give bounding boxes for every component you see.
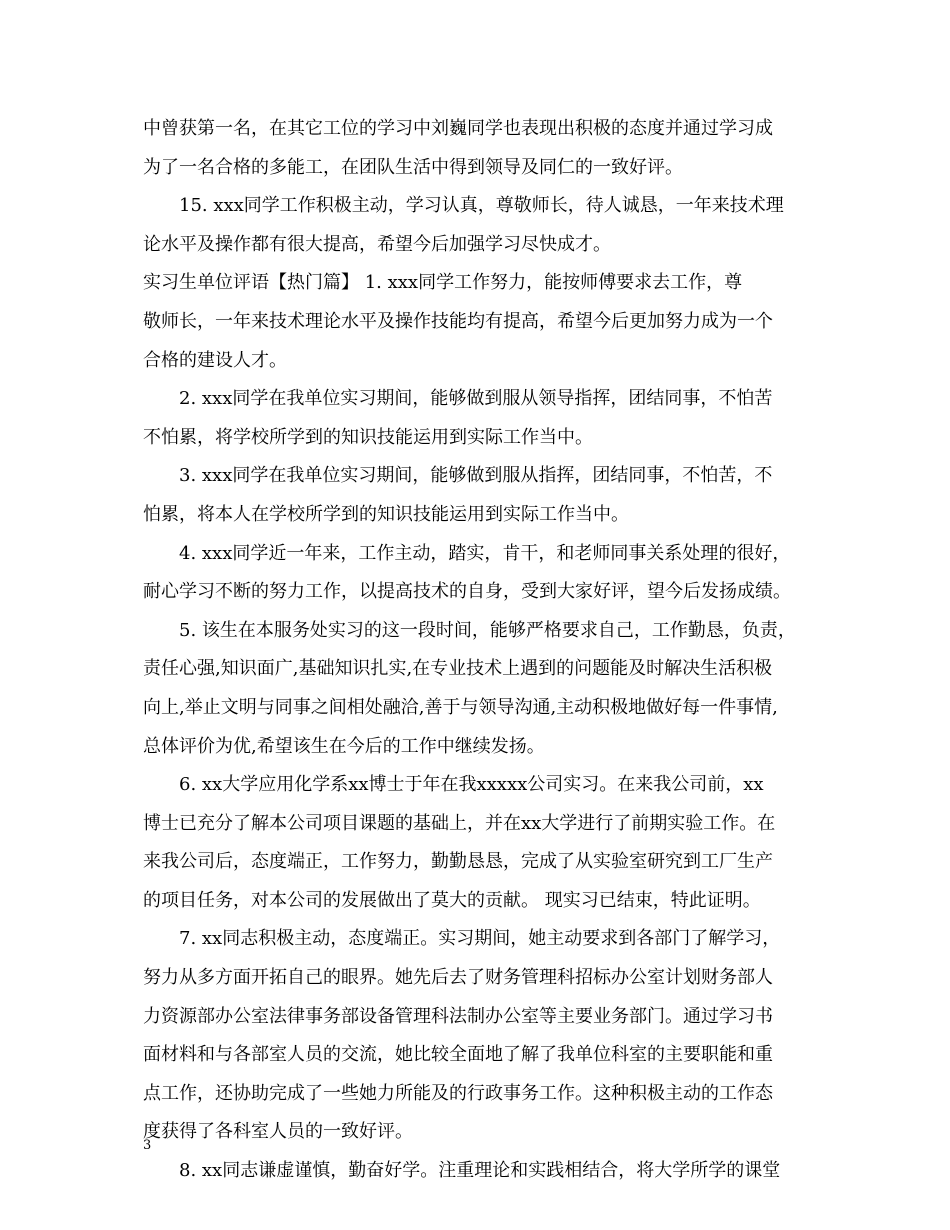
text-line: 论水平及操作都有很大提高，希望今后加强学习尽快成才。 [143, 233, 611, 255]
text-line: 总体评价为优,希望该生在今后的工作中继续发扬。 [143, 735, 545, 757]
text-line: 不怕累，将学校所学到的知识技能运用到实际工作当中。 [143, 426, 593, 448]
text-line: 实习生单位评语【热门篇】 1. xxx同学工作努力，能按师傅要求去工作，尊 [143, 272, 743, 294]
text-line: 5. 该生在本服务处实习的这一段时间，能够严格要求自己，工作勤恳，负责， [179, 619, 796, 641]
text-line: 的项目任务，对本公司的发展做出了莫大的贡献。 现实习已结束，特此证明。 [143, 889, 761, 911]
text-line: 力资源部办公室法律事务部设备管理科法制办公室等主要业务部门。通过学习书 [143, 1005, 773, 1027]
text-line: 8. xx同志谦虚谨慎，勤奋好学。注重理论和实践相结合，将大学所学的课堂 [179, 1160, 781, 1182]
text-line: 向上,举止文明与同事之间相处融洽,善于与领导沟通,主动积极地做好每一件事情, [143, 696, 778, 718]
text-line: 努力从多方面开拓自己的眼界。她先后去了财务管理科招标办公室计划财务部人 [143, 967, 773, 989]
text-line: 来我公司后，态度端正，工作努力，勤勤恳恳，完成了从实验室研究到工厂生产 [143, 851, 773, 873]
text-line: 责任心强,知识面广,基础知识扎实,在专业技术上遇到的问题能及时解决生活积极 [143, 658, 773, 680]
text-line: 中曾获第一名，在其它工位的学习中刘巍同学也表现出积极的态度并通过学习成 [143, 118, 773, 139]
text-line: 面材料和与各部室人员的交流，她比较全面地了解了我单位科室的主要职能和重 [143, 1044, 773, 1066]
text-line: 2. xxx同学在我单位实习期间，能够做到服从领导指挥，团结同事，不怕苦 [179, 388, 773, 410]
text-line: 敬师长，一年来技术理论水平及操作技能均有提高，希望今后更加努力成为一个 [143, 310, 773, 332]
text-line: 合格的建设人才。 [143, 349, 287, 371]
text-line: 15. xxx同学工作积极主动，学习认真，尊敬师长，待人诚恳，一年来技术理 [179, 195, 784, 217]
text-line: 怕累，将本人在学校所学到的知识技能运用到实际工作当中。 [143, 503, 629, 525]
page-number: 3 [143, 1138, 152, 1153]
text-line: 7. xx同志积极主动，态度端正。实习期间，她主动要求到各部门了解学习， [179, 928, 781, 950]
text-line: 耐心学习不断的努力工作，以提高技术的自身，受到大家好评，望今后发扬成绩。 [143, 581, 791, 603]
document-body [143, 110, 819, 1191]
text-line: 4. xxx同学近一年来，工作主动，踏实，肯干，和老师同事关系处理的很好， [179, 542, 791, 564]
text-line: 3. xxx同学在我单位实习期间，能够做到服从指挥，团结同事，不怕苦，不 [179, 465, 773, 487]
text-line: 点工作，还协助完成了一些她力所能及的行政事务工作。这种积极主动的工作态 [143, 1082, 773, 1104]
text-line: 为了一名合格的多能工，在团队生活中得到领导及同仁的一致好评。 [143, 156, 683, 178]
text-line: 博士已充分了解本公司项目课题的基础上，并在xx大学进行了前期实验工作。在 [143, 812, 776, 834]
text-line: 6. xx大学应用化学系xx博士于年在我xxxxx公司实习。在来我公司前，xx [179, 774, 764, 796]
text-line: 度获得了各科室人员的一致好评。 [143, 1121, 413, 1143]
